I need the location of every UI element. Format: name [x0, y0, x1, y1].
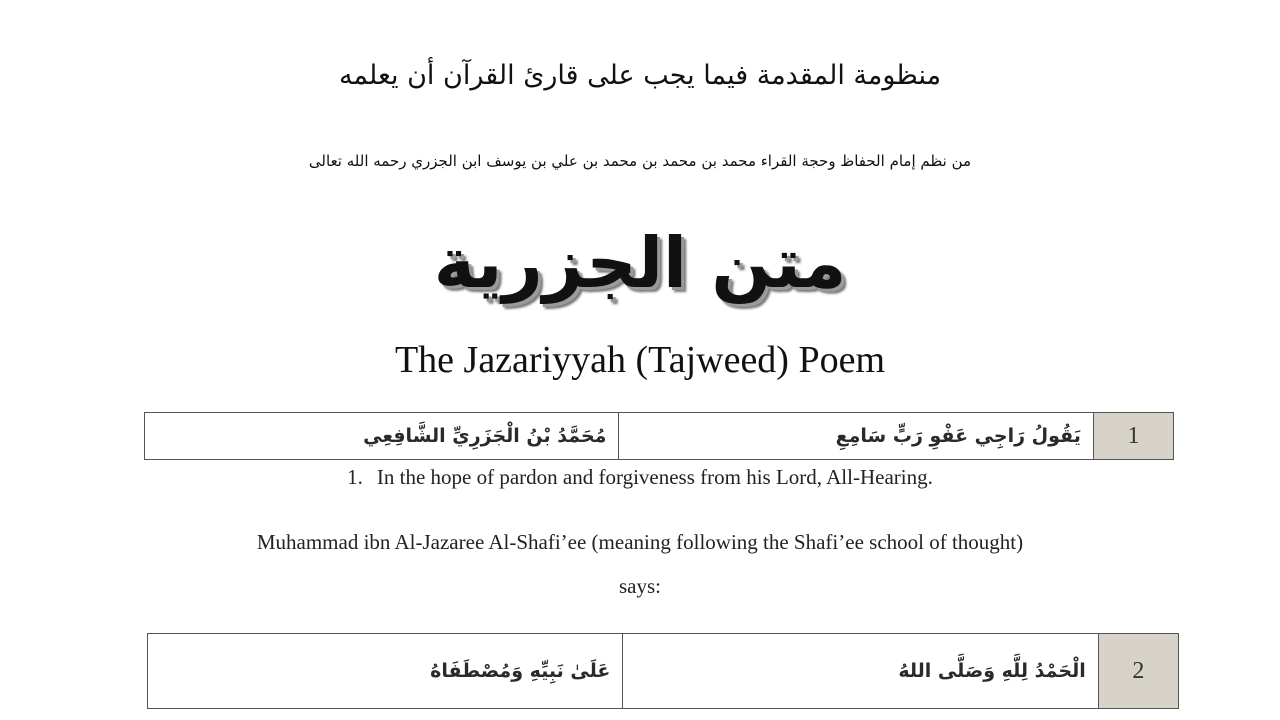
arabic-subtitle: منظومة المقدمة فيما يجب على قارئ القرآن أن يعلمه: [338, 60, 942, 91]
translation-line-2: Muhammad ibn Al-Jazaree Al-Shafi’ee (meaning following the Shafi’ee school of thought): [256, 530, 1024, 554]
translation-line-1: [0, 465, 1280, 490]
translation-number: 1.: [347, 465, 363, 489]
verse-table-1: [144, 412, 1174, 460]
page-title: The Jazariyyah (Tajweed) Poem: [394, 339, 886, 381]
verse-first-hemistich: الْحَمْدُ لِلَّهِ وَصَلَّى اللهُ: [623, 634, 1098, 709]
calligraphic-title: متن الجزرية: [433, 222, 847, 304]
translation-line-3: says:: [619, 574, 661, 598]
verse-first-hemistich: يَقُولُ رَاجِي عَفْوِ رَبٍّ سَامِعِ: [619, 413, 1093, 460]
verse-second-hemistich: مُحَمَّدُ بْنُ الْجَزَرِيِّ الشَّافِعِي: [145, 413, 619, 460]
verse-number: 2: [1098, 634, 1178, 709]
translation-text: In the hope of pardon and forgiveness from his Lord, All-Hearing.: [376, 465, 933, 489]
author-attribution: من نظم إمام الحفاظ وحجة القراء محمد بن محمد بن محمد بن علي بن يوسف ابن الجزري رحمه الله تعالى: [308, 152, 972, 170]
verse-table-2: [147, 633, 1179, 709]
verse-number: 1: [1093, 413, 1173, 460]
verse-row: [145, 413, 1174, 460]
verse-row: [148, 634, 1179, 709]
verse-second-hemistich: عَلَىٰ نَبِيِّهِ وَمُصْطَفَاهُ: [148, 634, 623, 709]
